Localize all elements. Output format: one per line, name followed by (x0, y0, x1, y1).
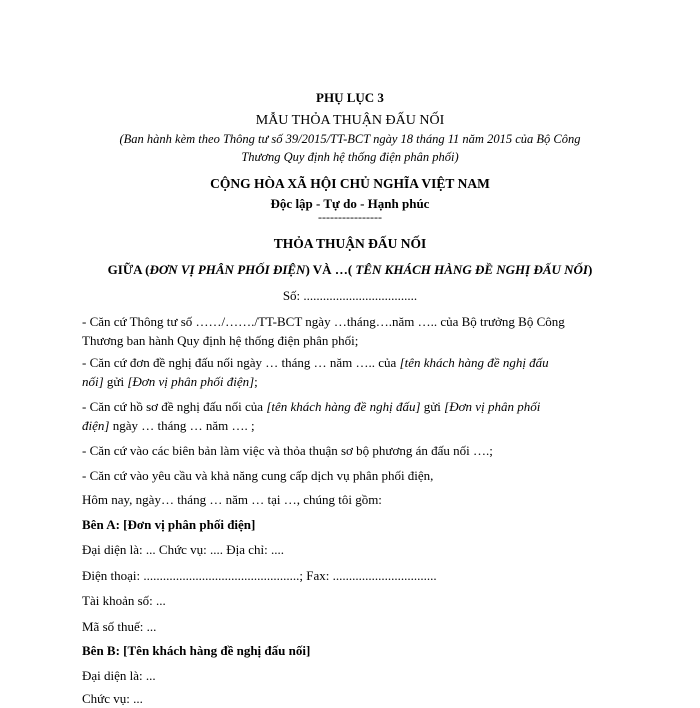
agreement-title: THỎA THUẬN ĐẤU NỐI (273, 236, 427, 251)
national-motto: Độc lập - Tự do - Hạnh phúc (270, 196, 430, 211)
party-a-representative: Đại diện là: ... Chức vụ: .... Địa chỉ: .... (82, 542, 285, 557)
clause-3-customer: [tên khách hàng đề nghị đấu] (266, 399, 421, 414)
issued-note-line1: (Ban hành kèm theo Thông tư số 39/2015/TT-BCT ngày 18 tháng 11 năm 2015 của Bộ Công (119, 132, 581, 146)
clause-3-sent: gửi (420, 399, 445, 414)
between-suffix: ) (588, 262, 593, 277)
clause-3-date: ngày … tháng … năm …. ; (109, 418, 255, 433)
party-b-name: TÊN KHÁCH HÀNG ĐỀ NGHỊ ĐẤU NỐI (352, 262, 588, 277)
appendix-label: PHỤ LỤC 3 (316, 90, 384, 105)
issued-note-line2: Thương Quy định hệ thống điện phân phối) (241, 150, 459, 164)
clause-1-line1: - Căn cứ Thông tư số ……/……./TT-BCT ngày …tháng….năm ….. của Bộ trưởng Bộ Công (82, 314, 565, 329)
clause-3-unit: [Đơn vị phân phối (444, 399, 541, 414)
party-b-position: Chức vụ: ... (82, 691, 143, 706)
clause-2-customer: [tên khách hàng đề nghị đấu (399, 355, 549, 370)
clause-5: - Căn cứ vào yêu cầu và khả năng cung cấp dịch vụ phân phối điện, (82, 468, 434, 483)
party-a-account: Tài khoản số: ... (82, 593, 166, 608)
clause-3 (82, 397, 622, 435)
party-a-heading: Bên A: [Đơn vị phân phối điện] (82, 517, 256, 532)
party-a-phone-fax: Điện thoại: ................................................; Fax: ................................ (82, 568, 437, 583)
clause-2-sent: gửi (103, 374, 128, 389)
clause-2 (82, 353, 622, 391)
party-a-tax-code: Mã số thuế: ... (82, 619, 157, 634)
agreement-parties (0, 262, 700, 278)
motto-divider: ---------------- (318, 210, 382, 224)
clause-2-text: - Căn cứ đơn đề nghị đấu nối ngày … tháng … năm ….. của (82, 355, 400, 370)
national-title: CỘNG HÒA XÃ HỘI CHỦ NGHĨA VIỆT NAM (210, 176, 490, 191)
clause-1-line2: Thương ban hành Quy định hệ thống điện phân phối; (82, 333, 359, 348)
form-title: MẪU THỎA THUẬN ĐẤU NỐI (255, 113, 445, 128)
clause-3-text: - Căn cứ hồ sơ đề nghị đấu nối của (82, 399, 267, 414)
document-number: Số: ................................... (282, 288, 418, 303)
party-b-heading: Bên B: [Tên khách hàng đề nghị đấu nối] (82, 643, 311, 658)
clause-4: - Căn cứ vào các biên bản làm việc và thỏa thuận sơ bộ phương án đấu nối ….; (82, 443, 493, 458)
between-mid: ) VÀ …( (305, 262, 353, 277)
clause-1 (82, 312, 622, 350)
party-b-representative: Đại diện là: ... (82, 668, 156, 683)
party-a-name: ĐƠN VỊ PHÂN PHỐI ĐIỆN (149, 262, 306, 277)
between-prefix: GIỮA ( (107, 262, 150, 277)
clause-2-customer-end: nối] (82, 374, 104, 389)
meeting-intro: Hôm nay, ngày… tháng … năm … tại …, chúng tôi gồm: (82, 492, 382, 507)
clause-2-unit: [Đơn vị phân phối điện] (127, 374, 255, 389)
clause-3-unit-end: điện] (82, 418, 110, 433)
clause-2-end: ; (254, 374, 258, 389)
